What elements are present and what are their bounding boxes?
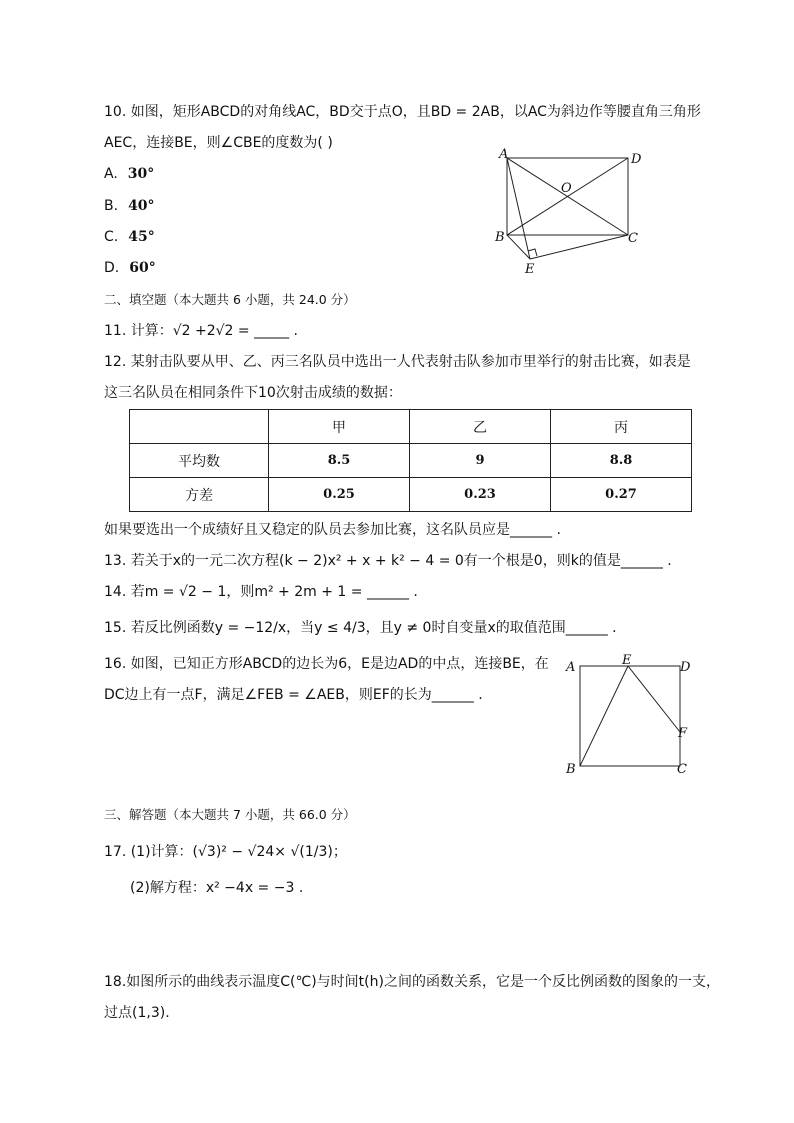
segment-ae [507, 158, 530, 259]
option-letter: B. [104, 198, 119, 214]
table-header-row [130, 410, 692, 444]
q10-stem-line2: AEC，连接BE，则∠CBE的度数为( ) [104, 135, 333, 151]
q12-question: 如果要选出一个成绩好且又稳定的队员去参加比赛，这名队员应是______ . [104, 522, 561, 538]
q18-stem-line2: 过点(1,3). [104, 1005, 170, 1021]
table-cell: 9 [410, 444, 551, 478]
label-d: D [631, 152, 642, 167]
table-row [130, 444, 692, 478]
q11-text: 11. 计算：√2 +2√2 = _____ . [104, 323, 298, 339]
option-value: 40° [128, 198, 155, 214]
label-c: C [628, 231, 638, 246]
q12-score-table [129, 409, 692, 512]
q10-rectangle-figure [490, 145, 650, 280]
q15-text: 15. 若反比例函数y = −12/x，当y ≤ 4/3，且y ≠ 0时自变量x的取值范围______ . [104, 620, 617, 636]
segment-ef [628, 666, 680, 732]
table-header-cell: 乙 [410, 410, 551, 444]
q10-stem-line1: 10. 如图，矩形ABCD的对角线AC，BD交于点O，且BD = 2AB，以AC为斜边作等腰直角三角形 [104, 104, 701, 120]
option-letter: A. [104, 166, 118, 182]
q16-square-figure [560, 652, 695, 782]
section-2-heading: 二、填空题（本大题共 6 小题，共 24.0 分） [104, 292, 356, 307]
label-b: B [566, 762, 576, 777]
table-row [130, 478, 692, 512]
option-letter: C. [104, 229, 119, 245]
table-cell: 0.23 [410, 478, 551, 512]
table-cell: 0.27 [551, 478, 692, 512]
label-a: A [499, 147, 509, 162]
label-e: E [525, 262, 535, 277]
label-d: D [680, 660, 691, 675]
segment-ce [530, 235, 628, 259]
label-b: B [495, 230, 505, 245]
q16-stem-line2: DC边上有一点F，满足∠FEB = ∠AEB，则EF的长为______ . [104, 687, 483, 703]
q17-part1: 17. (1)计算：(√3)² − √24× √(1/3)； [104, 844, 347, 860]
label-f: F [678, 726, 688, 741]
q16-stem-line1: 16. 如图，已知正方形ABCD的边长为6，E是边AD的中点，连接BE，在 [104, 656, 549, 672]
q12-stem-line1: 12. 某射击队要从甲、乙、丙三名队员中选出一人代表射击队参加市里举行的射击比赛，如表是 [104, 354, 691, 370]
q10-option-d [104, 259, 156, 277]
option-value: 60° [129, 260, 156, 276]
q10-option-a [104, 165, 154, 183]
label-c: C [677, 762, 687, 777]
table-cell: 8.5 [269, 444, 410, 478]
square-abcd [580, 666, 680, 766]
segment-be [507, 235, 530, 259]
option-value: 45° [128, 229, 155, 245]
option-value: 30° [127, 166, 155, 182]
q13-text: 13. 若关于x的一元二次方程(k − 2)x² + x + k² − 4 = 0有一个根是0，则k的值是______ . [104, 553, 672, 569]
label-e: E [622, 653, 632, 668]
table-header-cell: 甲 [269, 410, 410, 444]
section-3-heading: 三、解答题（本大题共 7 小题，共 66.0 分） [104, 807, 356, 822]
segment-be [580, 666, 628, 766]
table-header-cell: 丙 [551, 410, 692, 444]
q10-option-c [104, 228, 155, 246]
label-a: A [566, 660, 576, 675]
q17-part2: (2)解方程：x² −4x = −3 . [130, 880, 304, 896]
q12-stem-line2: 这三名队员在相同条件下10次射击成绩的数据： [104, 385, 402, 401]
table-row-label: 方差 [130, 478, 269, 512]
q10-option-b [104, 197, 155, 215]
q14-text: 14. 若m = √2 − 1，则m² + 2m + 1 = ______ . [104, 584, 418, 600]
q18-stem-line1: 18.如图所示的曲线表示温度C(℃)与时间t(h)之间的函数关系，它是一个反比例函数的图象的一支， [104, 974, 720, 990]
label-o: O [561, 181, 572, 196]
table-cell: 8.8 [551, 444, 692, 478]
table-cell: 0.25 [269, 478, 410, 512]
option-letter: D. [104, 260, 120, 276]
table-header-cell [130, 410, 269, 444]
table-row-label: 平均数 [130, 444, 269, 478]
